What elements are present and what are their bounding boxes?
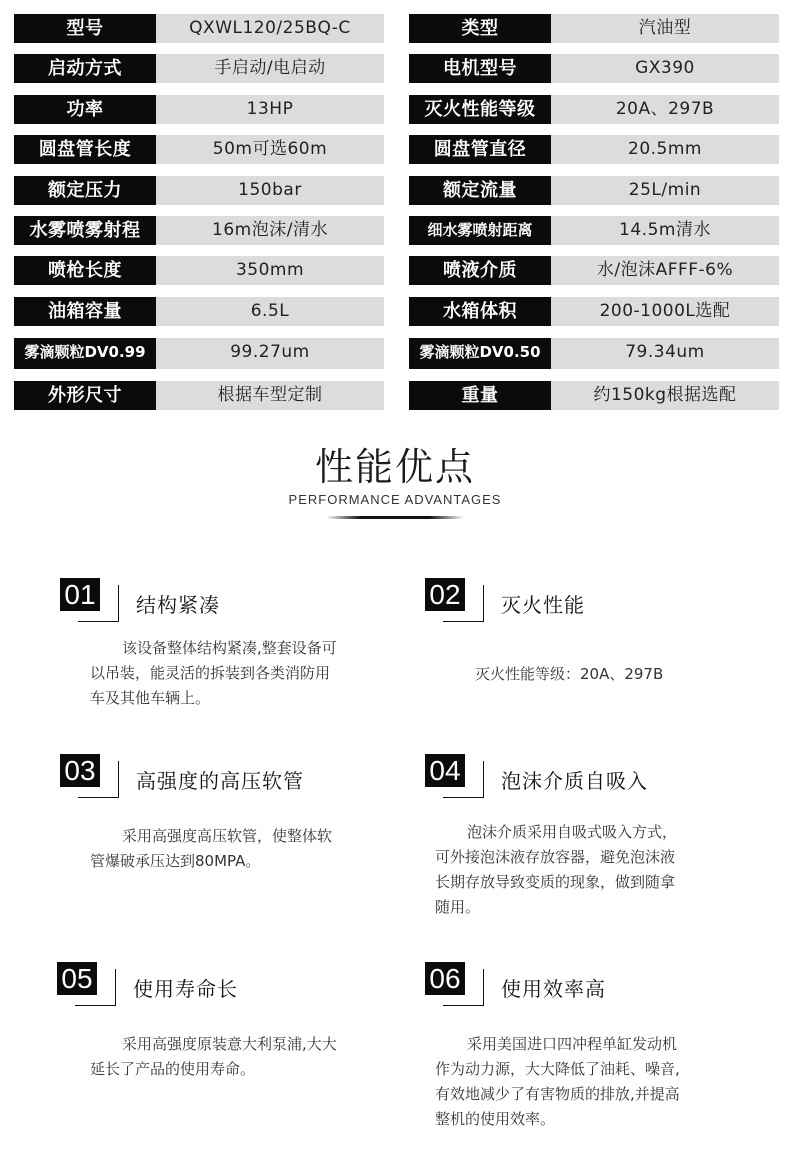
- spec-row: [409, 95, 779, 124]
- feature-number: 01: [60, 578, 100, 611]
- spec-value: 350mm: [156, 256, 384, 285]
- spec-value: 13HP: [156, 95, 384, 124]
- description-line: 采用高强度高压软管，使整体软: [122, 827, 333, 845]
- spec-value: 6.5L: [156, 297, 384, 326]
- feature-number-badge: [57, 962, 117, 1006]
- description-line: 车及其他车辆上。: [90, 689, 211, 707]
- feature-number-badge: [425, 578, 485, 622]
- spec-label: 功率: [14, 95, 156, 124]
- feature-number: 03: [60, 754, 100, 787]
- feature-block: [425, 962, 755, 1142]
- spec-label: 水雾喷雾射程: [14, 216, 156, 245]
- feature-block: [60, 754, 390, 904]
- spec-table-left: [14, 14, 384, 421]
- description-line: 该设备整体结构紧凑,整套设备可: [122, 639, 337, 657]
- spec-row: [14, 338, 384, 369]
- spec-value: 200-1000L选配: [551, 297, 779, 326]
- feature-number-badge: [425, 754, 485, 798]
- spec-row: [14, 176, 384, 205]
- feature-description: [435, 1032, 739, 1132]
- spec-value: 25L/min: [551, 176, 779, 205]
- spec-value: 手启动/电启动: [156, 54, 384, 83]
- spec-value: 20.5mm: [551, 135, 779, 164]
- feature-number-badge: [425, 962, 485, 1006]
- feature-title: 结构紧凑: [136, 593, 220, 617]
- spec-value: 20A、297B: [551, 95, 779, 124]
- spec-row: [14, 135, 384, 164]
- spec-row: [409, 256, 779, 285]
- spec-row: [14, 95, 384, 124]
- description-line: 作为动力源，大大降低了油耗、噪音,: [435, 1060, 680, 1078]
- spec-value: 50m可选60m: [156, 135, 384, 164]
- feature-number-badge: [60, 578, 120, 622]
- description-line: 随用。: [435, 898, 481, 916]
- spec-row: [409, 381, 779, 410]
- spec-label: 外形尺寸: [14, 381, 156, 410]
- spec-value: 约150kg根据选配: [551, 381, 779, 410]
- description-line: 整机的使用效率。: [435, 1110, 556, 1128]
- spec-label: 喷枪长度: [14, 256, 156, 285]
- feature-description: [90, 1032, 394, 1082]
- spec-value: 79.34um: [551, 338, 779, 369]
- spec-label: 额定压力: [14, 176, 156, 205]
- description-line: 有效地减少了有害物质的排放,并提高: [435, 1085, 680, 1103]
- description-line: 延长了产品的使用寿命。: [90, 1060, 256, 1078]
- spec-value: 水/泡沫AFFF-6%: [551, 256, 779, 285]
- spec-label: 雾滴颗粒DV0.50: [409, 338, 551, 369]
- feature-title: 高强度的高压软管: [136, 769, 304, 793]
- feature-title: 使用寿命长: [133, 977, 238, 1001]
- description-line: 可外接泡沫液存放容器，避免泡沫液: [435, 848, 676, 866]
- description-line: 灭火性能等级：20A、297B: [475, 665, 664, 683]
- spec-row: [409, 338, 779, 369]
- feature-description: [435, 820, 739, 920]
- spec-row: [409, 216, 779, 245]
- section-divider: [326, 516, 464, 519]
- feature-description: [90, 824, 394, 874]
- spec-row: [409, 54, 779, 83]
- spec-row: [14, 297, 384, 326]
- spec-label: 油箱容量: [14, 297, 156, 326]
- spec-label: 雾滴颗粒DV0.99: [14, 338, 156, 369]
- spec-label: 细水雾喷射距离: [409, 216, 551, 245]
- spec-label: 圆盘管直径: [409, 135, 551, 164]
- spec-label: 电机型号: [409, 54, 551, 83]
- spec-row: [14, 256, 384, 285]
- spec-value: 16m泡沫/清水: [156, 216, 384, 245]
- description-line: 以吊装，能灵活的拆装到各类消防用: [90, 664, 331, 682]
- spec-label: 圆盘管长度: [14, 135, 156, 164]
- feature-number: 06: [425, 962, 465, 995]
- spec-row: [14, 381, 384, 410]
- spec-label: 型号: [14, 14, 156, 43]
- spec-value: GX390: [551, 54, 779, 83]
- description-line: 泡沫介质采用自吸式吸入方式，: [467, 823, 678, 841]
- spec-value: 150bar: [156, 176, 384, 205]
- feature-description: [475, 662, 779, 687]
- feature-title: 灭火性能: [501, 593, 585, 617]
- feature-title: 使用效率高: [501, 977, 606, 1001]
- spec-row: [409, 14, 779, 43]
- description-line: 采用高强度原装意大利泵浦,大大: [122, 1035, 337, 1053]
- feature-block: [425, 578, 755, 728]
- feature-description: [90, 636, 394, 711]
- description-line: 长期存放导致变质的现象，做到随拿: [435, 873, 676, 891]
- spec-row: [409, 297, 779, 326]
- spec-value: 根据车型定制: [156, 381, 384, 410]
- spec-label: 重量: [409, 381, 551, 410]
- spec-value: 汽油型: [551, 14, 779, 43]
- spec-row: [409, 176, 779, 205]
- feature-block: [425, 754, 755, 924]
- spec-label: 类型: [409, 14, 551, 43]
- spec-label: 灭火性能等级: [409, 95, 551, 124]
- feature-block: [57, 962, 387, 1112]
- feature-number-badge: [60, 754, 120, 798]
- spec-row: [14, 216, 384, 245]
- description-line: 采用美国进口四冲程单缸发动机: [467, 1035, 678, 1053]
- spec-value: 99.27um: [156, 338, 384, 369]
- section-subtitle: PERFORMANCE ADVANTAGES: [288, 492, 502, 507]
- spec-table-right: [409, 14, 779, 421]
- spec-label: 额定流量: [409, 176, 551, 205]
- spec-row: [14, 14, 384, 43]
- feature-number: 04: [425, 754, 465, 787]
- feature-title: 泡沫介质自吸入: [501, 769, 648, 793]
- spec-label: 喷液介质: [409, 256, 551, 285]
- spec-value: 14.5m清水: [551, 216, 779, 245]
- feature-block: [60, 578, 390, 728]
- spec-label: 启动方式: [14, 54, 156, 83]
- description-line: 管爆破承压达到80MPA。: [90, 852, 261, 870]
- spec-label: 水箱体积: [409, 297, 551, 326]
- spec-row: [409, 135, 779, 164]
- spec-row: [14, 54, 384, 83]
- feature-number: 05: [57, 962, 97, 995]
- spec-value: QXWL120/25BQ-C: [156, 14, 384, 43]
- feature-number: 02: [425, 578, 465, 611]
- section-title: 性能优点: [314, 445, 475, 489]
